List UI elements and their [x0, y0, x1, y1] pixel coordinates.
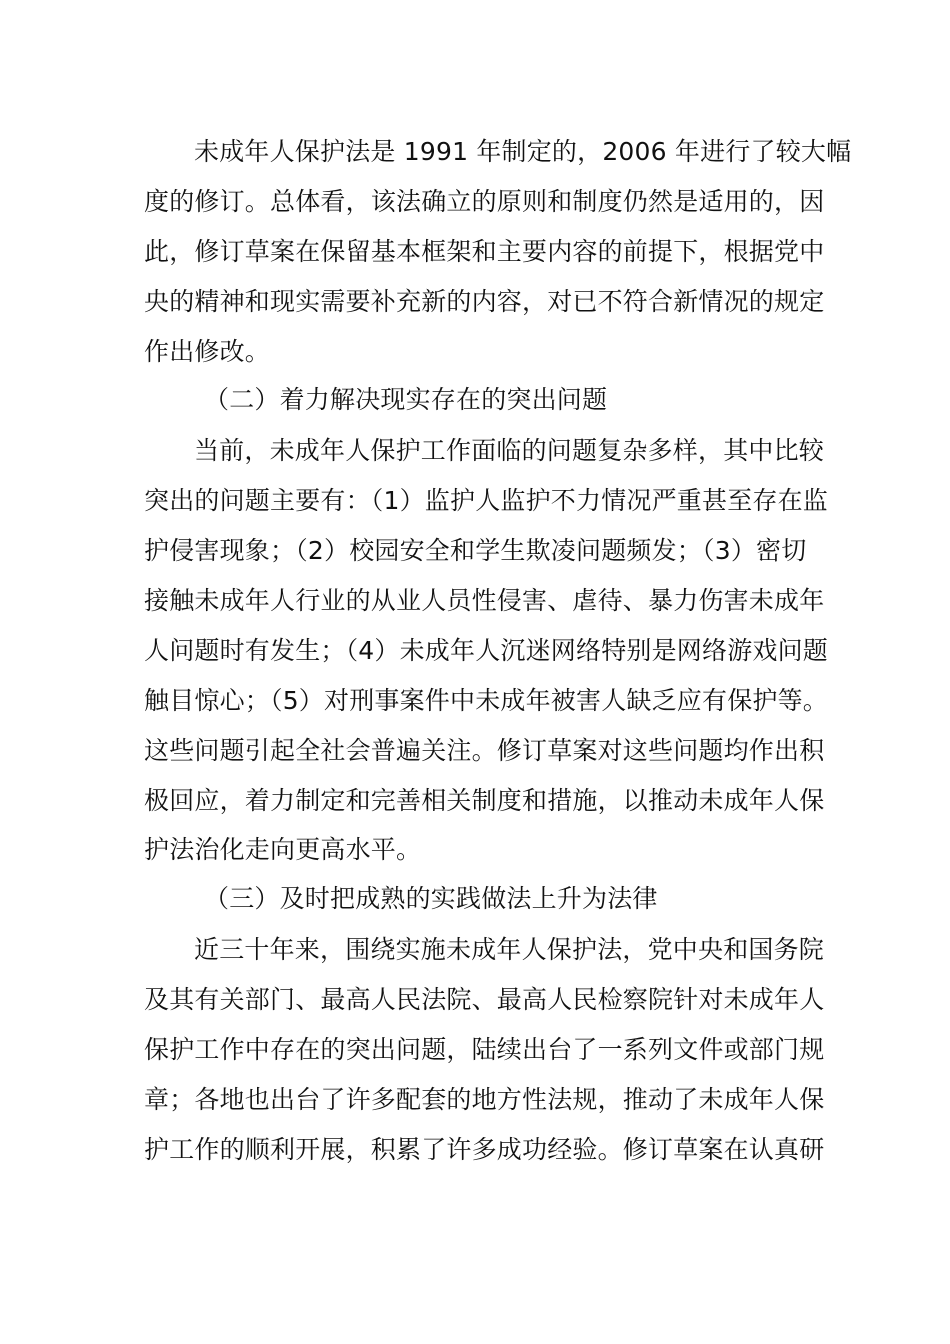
paragraph-2-line-5: 人问题时有发生；（4）未成年人沉迷网络特别是网络游戏问题: [144, 636, 829, 665]
paragraph-1-line-3: 此，修订草案在保留基本框架和主要内容的前提下，根据党中: [144, 237, 825, 266]
paragraph-2-line-6: 触目惊心；（5）对刑事案件中未成年被害人缺乏应有保护等。: [144, 686, 829, 715]
section-heading-3: （三）及时把成熟的实践做法上升为法律: [204, 884, 658, 913]
paragraph-1-line-2: 度的修订。总体看，该法确立的原则和制度仍然是适用的，因: [144, 187, 825, 216]
paragraph-2-line-3: 护侵害现象；（2）校园安全和学生欺凌问题频发；（3）密切: [144, 536, 807, 565]
paragraph-3-line-3: 保护工作中存在的突出问题，陆续出台了一系列文件或部门规: [144, 1035, 825, 1064]
paragraph-3-line-2: 及其有关部门、最高人民法院、最高人民检察院针对未成年人: [144, 985, 825, 1014]
paragraph-2-line-9: 护法治化走向更高水平。: [144, 835, 422, 864]
paragraph-2-line-1: 当前，未成年人保护工作面临的问题复杂多样，其中比较: [194, 436, 825, 465]
paragraph-3-line-1: 近三十年来，围绕实施未成年人保护法，党中央和国务院: [194, 935, 825, 964]
paragraph-2-line-4: 接触未成年人行业的从业人员性侵害、虐待、暴力伤害未成年: [144, 586, 825, 615]
paragraph-2-line-7: 这些问题引起全社会普遍关注。修订草案对这些问题均作出积: [144, 736, 825, 765]
paragraph-3-line-5: 护工作的顺利开展，积累了许多成功经验。修订草案在认真研: [144, 1135, 825, 1164]
paragraph-1-line-1: 未成年人保护法是 1991 年制定的，2006 年进行了较大幅: [194, 137, 852, 166]
paragraph-3-line-4: 章；各地也出台了许多配套的地方性法规，推动了未成年人保: [144, 1085, 825, 1114]
paragraph-2-line-2: 突出的问题主要有：（1）监护人监护不力情况严重甚至存在监: [144, 486, 829, 515]
paragraph-2-line-8: 极回应，着力制定和完善相关制度和措施，以推动未成年人保: [144, 786, 825, 815]
paragraph-1-line-5: 作出修改。: [144, 337, 271, 366]
section-heading-2: （二）着力解决现实存在的突出问题: [204, 385, 608, 414]
paragraph-1-line-4: 央的精神和现实需要补充新的内容，对已不符合新情况的规定: [144, 287, 825, 316]
